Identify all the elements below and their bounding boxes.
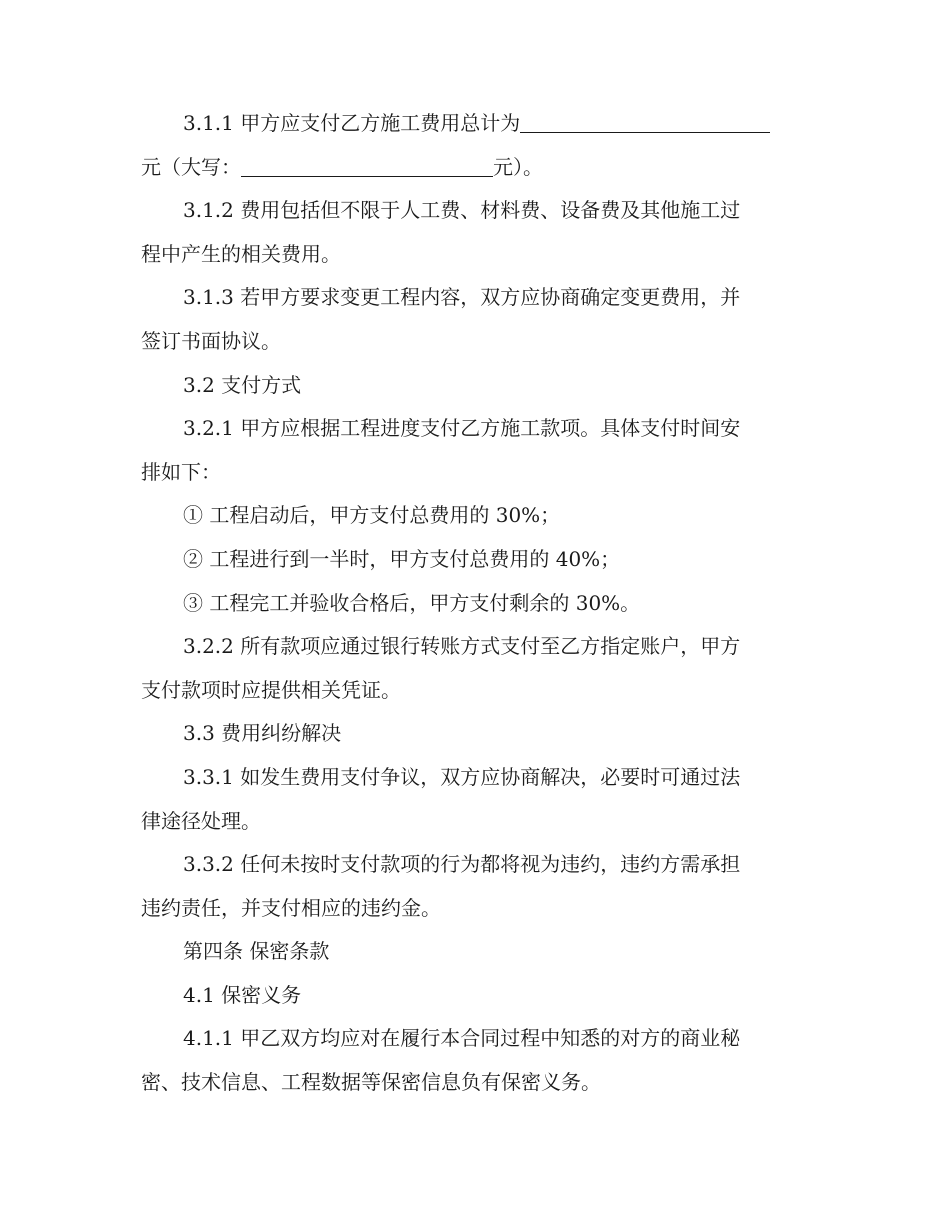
clause-3-3-1-line-1: 3.3.1 如发生费用支付争议，双方应协商解决，必要时可通过法 (183, 764, 741, 789)
clause-3-2-2-line-2: 支付款项时应提供相关凭证。 (141, 677, 401, 702)
amount-words-prefix: 元（大写： (141, 154, 241, 179)
clause-3-3-2-line-2: 违约责任，并支付相应的违约金。 (141, 895, 441, 920)
section-4-1-heading: 4.1 保密义务 (183, 982, 302, 1007)
clause-3-1-3-line-2: 签订书面协议。 (141, 328, 281, 353)
clause-4-1-1-line-1: 4.1.1 甲乙双方均应对在履行本合同过程中知悉的对方的商业秘 (183, 1026, 741, 1051)
clause-3-1-3-line-1: 3.1.3 若甲方要求变更工程内容，双方应协商确定变更费用，并 (183, 285, 741, 310)
section-3-3-heading: 3.3 费用纠纷解决 (183, 721, 342, 746)
clause-4-1-1-line-2: 密、技术信息、工程数据等保密信息负有保密义务。 (141, 1070, 601, 1095)
payment-item-2: ② 工程进行到一半时，甲方支付总费用的 40%； (183, 546, 621, 571)
clause-3-2-1-line-1: 3.2.1 甲方应根据工程进度支付乙方施工款项。具体支付时间安 (183, 416, 741, 441)
document-body (141, 102, 807, 1105)
clause-3-3-1-line-2: 律途径处理。 (141, 808, 261, 833)
amount-blank (520, 112, 770, 133)
clause-3-2-1-line-2: 排如下： (141, 459, 221, 484)
section-3-2-heading: 3.2 支付方式 (183, 372, 302, 397)
clause-3-1-2-line-2: 程中产生的相关费用。 (141, 241, 341, 266)
clause-3-1-1-line-1 (141, 102, 807, 146)
clause-3-3-2-line-1: 3.3.2 任何未按时支付款项的行为都将视为违约，违约方需承担 (183, 852, 741, 877)
amount-words-suffix: 元）。 (493, 154, 543, 179)
clause-3-1-1-line-2 (141, 146, 807, 190)
payment-item-3: ③ 工程完工并验收合格后，甲方支付剩余的 30%。 (183, 590, 641, 615)
article-4-heading: 第四条 保密条款 (183, 939, 330, 964)
payment-item-1: ① 工程启动后，甲方支付总费用的 30%； (183, 503, 561, 528)
clause-3-1-2-line-1: 3.1.2 费用包括但不限于人工费、材料费、设备费及其他施工过 (183, 198, 741, 223)
clause-3-2-2-line-1: 3.2.2 所有款项应通过银行转账方式支付至乙方指定账户，甲方 (183, 634, 741, 659)
amount-words-blank (241, 156, 493, 177)
clause-3-1-1-text: 3.1.1 甲方应支付乙方施工费用总计为 (183, 111, 521, 135)
